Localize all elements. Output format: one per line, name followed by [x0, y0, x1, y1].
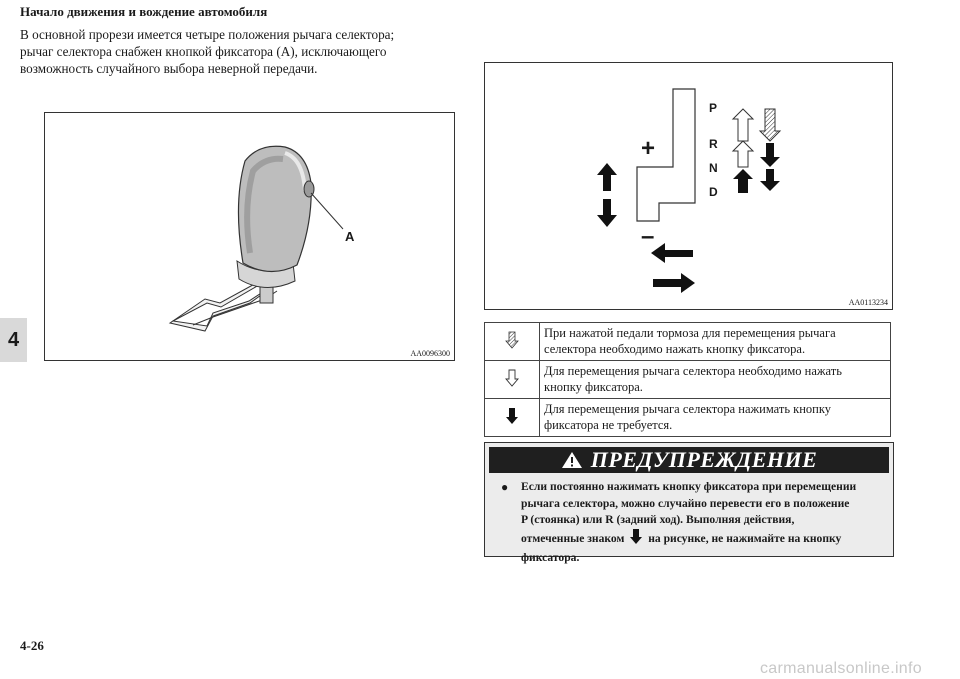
- figure-shift-pattern: [484, 62, 893, 310]
- warning-line: [521, 529, 881, 551]
- page-number: 4-26: [20, 638, 44, 653]
- warning-bullet: ●: [501, 480, 509, 494]
- legend-text: При нажатой педали тормоза для перемещения рычага: [544, 326, 836, 340]
- solid-arrow-down-icon: [485, 399, 540, 437]
- warning-line-part: на рисунке, не нажимайте на кнопку: [648, 531, 842, 545]
- down-arrow-icon: [597, 199, 617, 227]
- solid-arrow-up-icon: [733, 169, 753, 193]
- left-arrow-icon: [651, 243, 693, 263]
- hatched-arrow-down-icon: [485, 323, 540, 361]
- legend-text: Для перемещения рычага селектора нажимать кнопку: [544, 402, 832, 416]
- selector-lever-illustration: [45, 113, 454, 360]
- warning-line-part: отмеченные знаком: [521, 531, 625, 545]
- figure-selector-lever: [44, 112, 455, 361]
- warning-text: [501, 479, 881, 567]
- hatched-arrow-down-icon: [760, 109, 780, 141]
- warning-box: [484, 442, 894, 564]
- watermark: carmanualsonline.info: [760, 660, 922, 677]
- figure-code: AA0113234: [848, 298, 888, 307]
- legend-text: селектора необходимо нажать кнопку фиксатора.: [544, 342, 806, 356]
- outline-arrow-down-icon: [485, 361, 540, 399]
- legend-table: [484, 322, 891, 437]
- up-arrow-icon: [597, 163, 617, 191]
- gate-p-label: P: [709, 101, 718, 115]
- plus-label: +: [641, 135, 656, 162]
- warning-title: ПРЕДУПРЕЖДЕНИЕ: [590, 447, 818, 472]
- warning-line: Если постоянно нажимать кнопку фиксатора при перемещении: [521, 480, 857, 493]
- legend-text: кнопку фиксатора.: [544, 380, 643, 394]
- warning-line: рычага селектора, можно случайно перевести его в положение: [521, 496, 850, 510]
- minus-label: –: [641, 223, 655, 250]
- legend-text: Для перемещения рычага селектора необходимо нажать: [544, 364, 842, 378]
- warning-line: P (стоянка) или R (задний ход). Выполняя действия,: [521, 513, 795, 526]
- gate-n-label: N: [709, 161, 718, 175]
- legend-row: [485, 399, 891, 437]
- solid-arrow-down-icon: [760, 143, 780, 191]
- page-header-title: Начало движения и вождение автомобиля: [20, 4, 268, 19]
- right-arrow-icon: [653, 273, 695, 293]
- warning-header: [489, 447, 889, 473]
- legend-row: [485, 323, 891, 361]
- gate-d-label: D: [709, 185, 718, 199]
- intro-line: рычаг селектора снабжен кнопкой фиксатора (A), исключающего: [20, 44, 387, 59]
- label-a: A: [345, 229, 355, 244]
- legend-row: [485, 361, 891, 399]
- warning-triangle-icon: [561, 451, 583, 469]
- warning-line: фиксатора.: [521, 551, 580, 564]
- section-tab: 4: [0, 318, 27, 362]
- intro-line: В основной прорези имеется четыре положения рычага селектора;: [20, 27, 395, 42]
- gate-r-label: R: [709, 137, 718, 151]
- shift-pattern-diagram: [485, 63, 892, 309]
- figure-code: AA0096300: [410, 349, 450, 358]
- intro-line: возможность случайного выбора неверной передачи.: [20, 61, 318, 76]
- intro-paragraph: [20, 26, 450, 77]
- solid-arrow-down-icon: [629, 529, 643, 551]
- outline-arrow-icon: [733, 109, 753, 167]
- legend-text: фиксатора не требуется.: [544, 418, 673, 432]
